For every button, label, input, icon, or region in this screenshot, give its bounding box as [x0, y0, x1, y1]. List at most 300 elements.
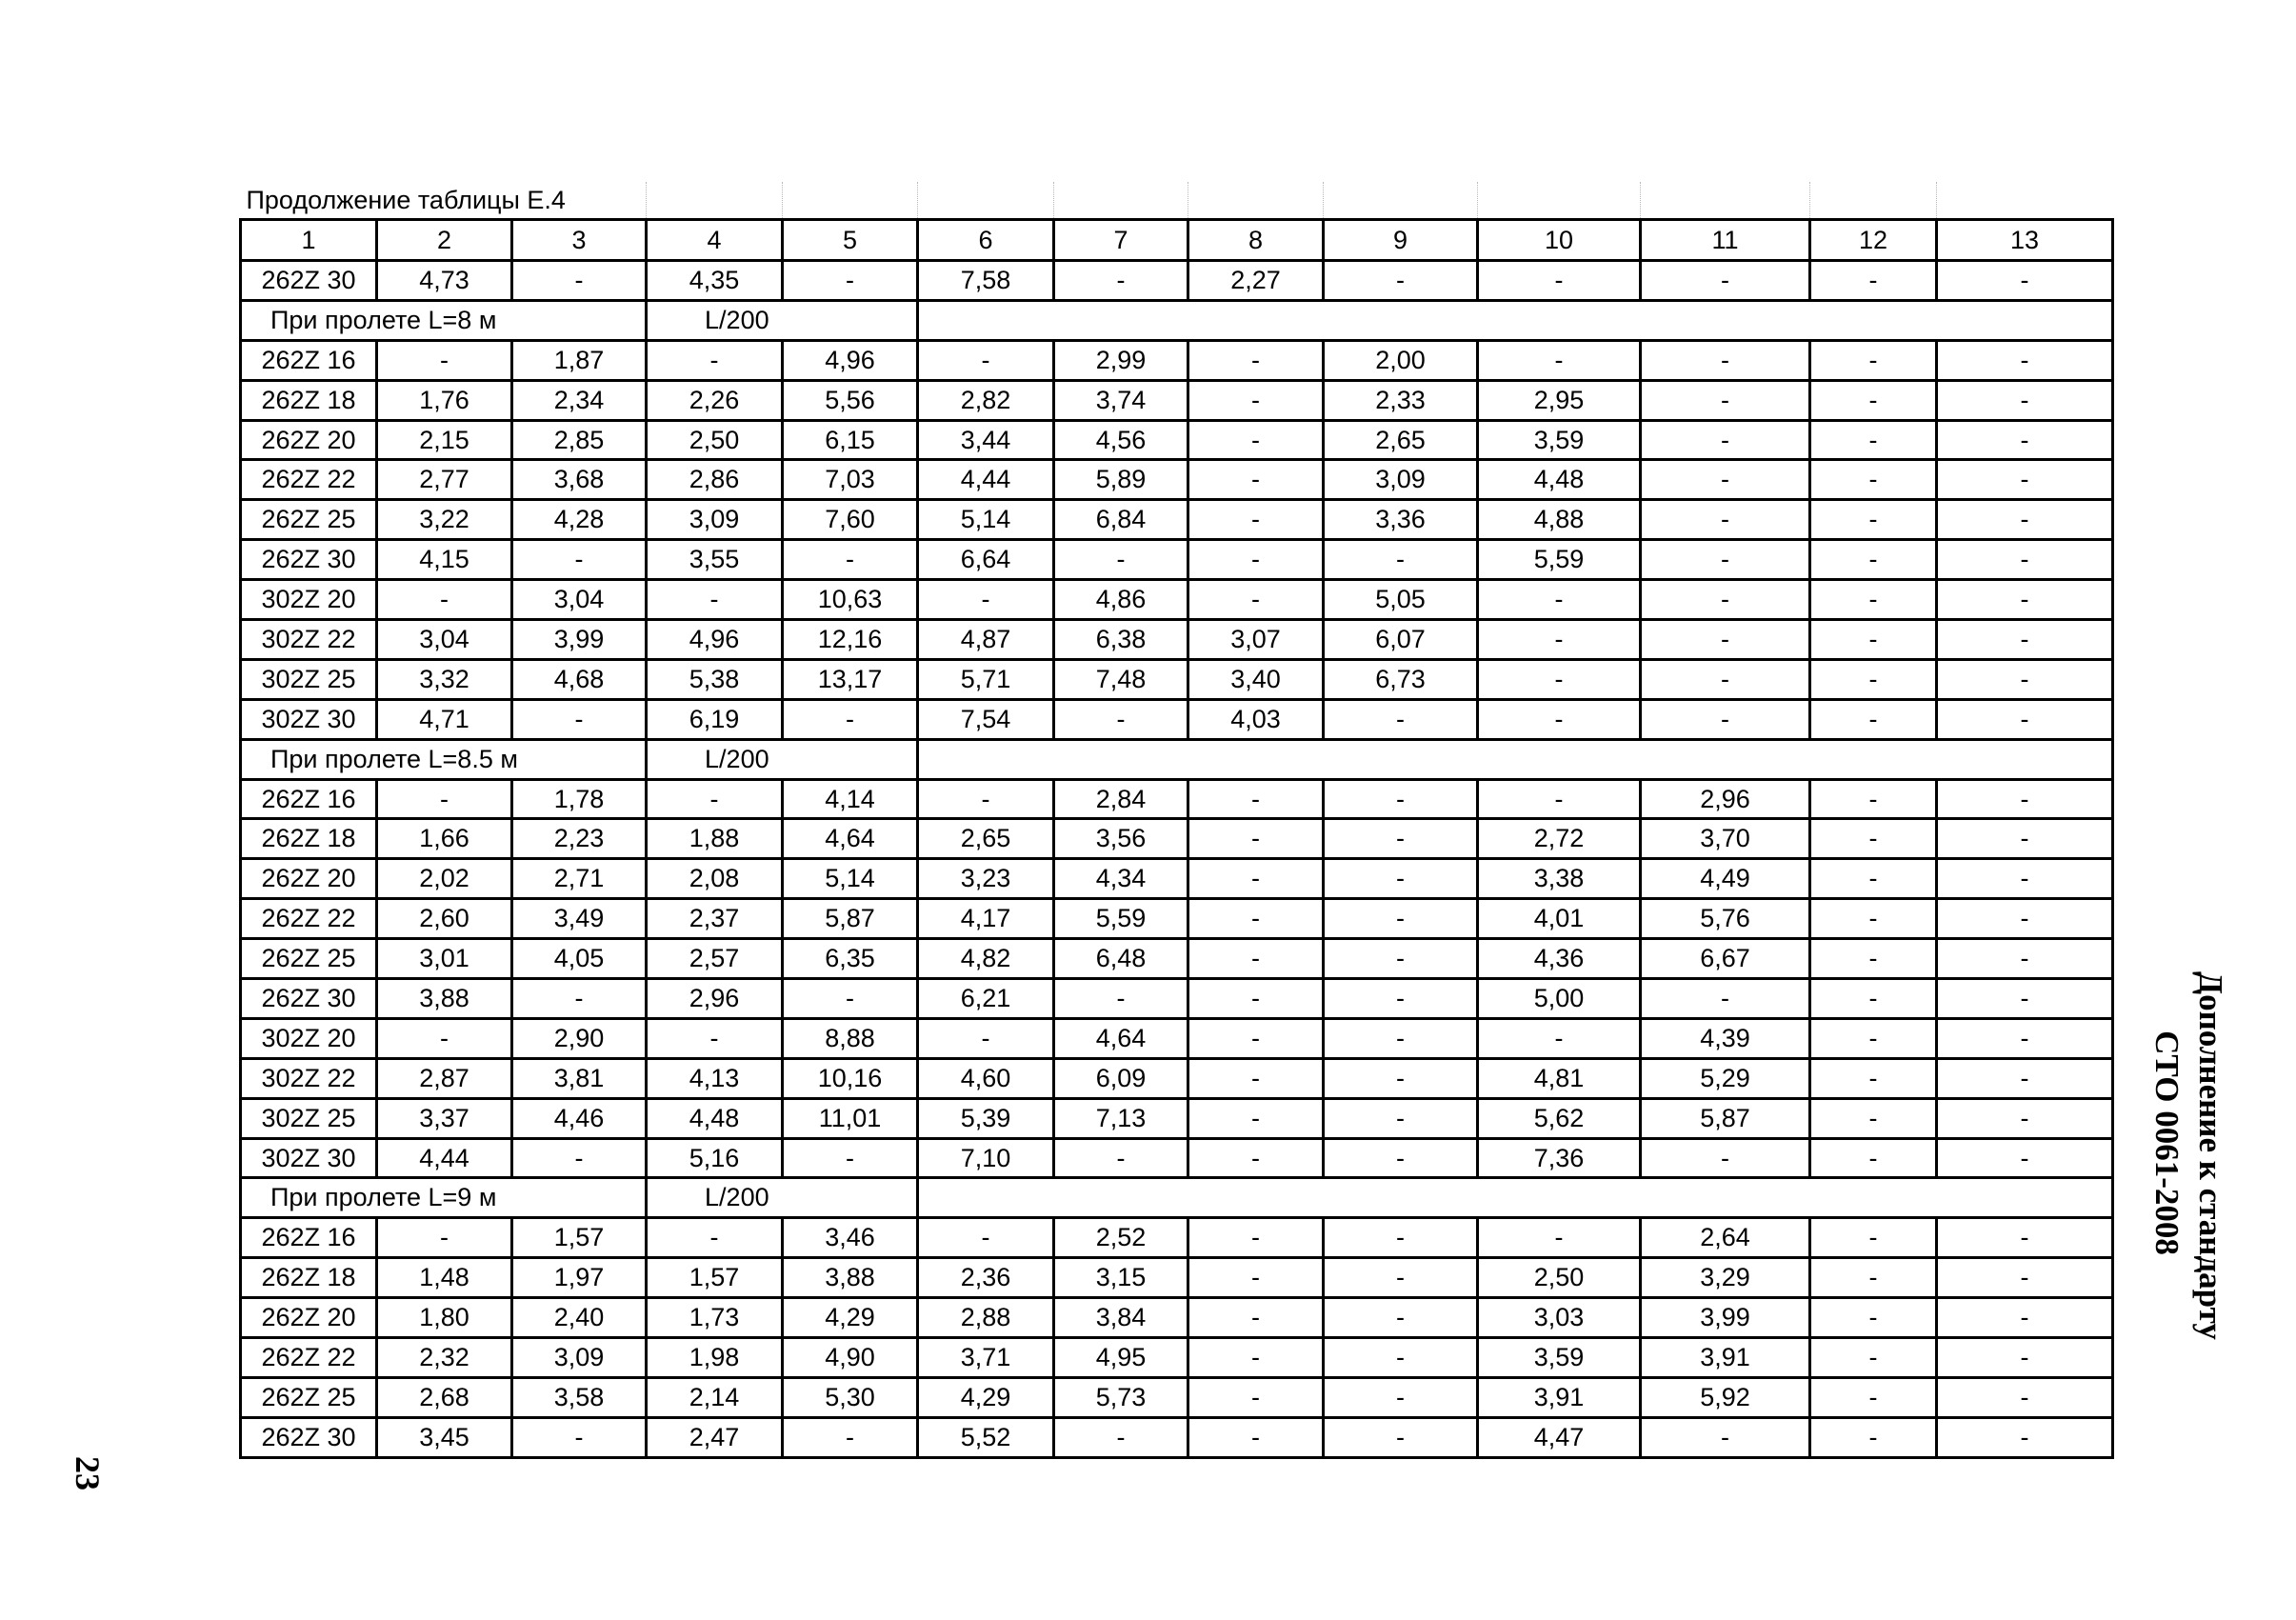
span-section-row [241, 1178, 2113, 1218]
value-cell: - [1810, 1058, 1937, 1098]
value-cell: 2,50 [1478, 1258, 1641, 1298]
section-blank-cell [918, 1178, 2113, 1218]
value-cell: 3,99 [1641, 1298, 1810, 1338]
value-cell: - [1188, 1417, 1324, 1457]
profile-cell: 262Z 20 [241, 859, 377, 899]
value-cell: 3,58 [512, 1377, 647, 1417]
table-row [241, 659, 2113, 699]
value-cell: 3,84 [1054, 1298, 1188, 1338]
value-cell: - [1324, 699, 1478, 739]
value-cell: 3,01 [377, 939, 512, 979]
value-cell: - [1324, 540, 1478, 580]
value-cell: 5,30 [783, 1377, 918, 1417]
value-cell: - [377, 340, 512, 380]
value-cell: 2,65 [918, 819, 1054, 859]
value-cell: - [512, 699, 647, 739]
value-cell: 2,08 [647, 859, 783, 899]
value-cell: 2,34 [512, 380, 647, 420]
value-cell: - [377, 1218, 512, 1258]
value-cell: 4,44 [918, 460, 1054, 500]
value-cell: 7,54 [918, 699, 1054, 739]
value-cell: 3,55 [647, 540, 783, 580]
value-cell: - [1324, 779, 1478, 819]
value-cell: - [1188, 1298, 1324, 1338]
value-cell: 10,63 [783, 580, 918, 620]
value-cell: - [1937, 1258, 2113, 1298]
value-cell: 3,81 [512, 1058, 647, 1098]
profile-cell: 262Z 25 [241, 939, 377, 979]
value-cell: - [1641, 699, 1810, 739]
value-cell: 12,16 [783, 620, 918, 660]
value-cell: 3,29 [1641, 1258, 1810, 1298]
profile-cell: 302Z 22 [241, 1058, 377, 1098]
value-cell: 3,23 [918, 859, 1054, 899]
profile-cell: 302Z 25 [241, 659, 377, 699]
value-cell: - [1937, 580, 2113, 620]
table-row [241, 1338, 2113, 1378]
value-cell: 3,91 [1478, 1377, 1641, 1417]
value-cell: 3,07 [1188, 620, 1324, 660]
span-section-row [241, 300, 2113, 340]
section-blank-cell [918, 739, 2113, 779]
value-cell: - [1324, 979, 1478, 1019]
value-cell: - [1188, 899, 1324, 939]
value-cell: 4,03 [1188, 699, 1324, 739]
data-table [239, 182, 2114, 1459]
value-cell: 6,64 [918, 540, 1054, 580]
column-number-cell: 8 [1188, 220, 1324, 261]
value-cell: - [783, 1138, 918, 1178]
value-cell: 2,23 [512, 819, 647, 859]
table-row [241, 620, 2113, 660]
value-cell: 7,03 [783, 460, 918, 500]
value-cell: - [1810, 380, 1937, 420]
value-cell: 2,32 [377, 1338, 512, 1378]
profile-cell: 262Z 18 [241, 380, 377, 420]
value-cell: - [1937, 500, 2113, 540]
value-cell: 2,33 [1324, 380, 1478, 420]
value-cell: - [1641, 659, 1810, 699]
value-cell: - [1188, 540, 1324, 580]
value-cell: - [1810, 540, 1937, 580]
value-cell: - [1937, 261, 2113, 301]
value-cell: 7,36 [1478, 1138, 1641, 1178]
value-cell: 4,60 [918, 1058, 1054, 1098]
value-cell: - [512, 540, 647, 580]
table-caption: Продолжение таблицы Е.4 [241, 182, 647, 220]
caption-blank-cell [1478, 182, 1641, 220]
value-cell: 1,88 [647, 819, 783, 859]
value-cell: 5,00 [1478, 979, 1641, 1019]
value-cell: - [1937, 1338, 2113, 1378]
value-cell: 1,97 [512, 1258, 647, 1298]
value-cell: 4,95 [1054, 1338, 1188, 1378]
value-cell: - [1324, 1377, 1478, 1417]
value-cell: - [1641, 420, 1810, 460]
profile-cell: 262Z 25 [241, 1377, 377, 1417]
value-cell: 3,04 [377, 620, 512, 660]
document-reference-line-2: СТО 0061-2008 [2148, 1030, 2186, 1255]
value-cell: - [1641, 261, 1810, 301]
value-cell: - [918, 1218, 1054, 1258]
value-cell: - [1324, 1138, 1478, 1178]
value-cell: - [1188, 580, 1324, 620]
value-cell: 2,77 [377, 460, 512, 500]
value-cell: - [1810, 1018, 1937, 1058]
value-cell: 5,87 [783, 899, 918, 939]
table-row [241, 1377, 2113, 1417]
value-cell: 4,15 [377, 540, 512, 580]
value-cell: - [1641, 340, 1810, 380]
value-cell: 6,38 [1054, 620, 1188, 660]
value-cell: - [1810, 1098, 1937, 1138]
value-cell: 5,52 [918, 1417, 1054, 1457]
value-cell: - [1937, 699, 2113, 739]
value-cell: 3,40 [1188, 659, 1324, 699]
value-cell: - [1810, 1417, 1937, 1457]
value-cell: 4,90 [783, 1338, 918, 1378]
value-cell: - [1937, 1018, 2113, 1058]
value-cell: 4,86 [1054, 580, 1188, 620]
value-cell: 4,64 [1054, 1018, 1188, 1058]
profile-cell: 262Z 30 [241, 540, 377, 580]
value-cell: - [1810, 620, 1937, 660]
value-cell: 6,67 [1641, 939, 1810, 979]
caption-blank-cell [1054, 182, 1188, 220]
value-cell: 4,56 [1054, 420, 1188, 460]
value-cell: 3,46 [783, 1218, 918, 1258]
value-cell: - [1810, 939, 1937, 979]
value-cell: - [918, 340, 1054, 380]
table-row [241, 380, 2113, 420]
value-cell: - [1810, 819, 1937, 859]
value-cell: 4,87 [918, 620, 1054, 660]
value-cell: 4,96 [647, 620, 783, 660]
value-cell: 4,48 [647, 1098, 783, 1138]
value-cell: 2,02 [377, 859, 512, 899]
value-cell: - [1188, 340, 1324, 380]
span-label: При пролете L=8 м [241, 300, 647, 340]
value-cell: - [1188, 1218, 1324, 1258]
value-cell: - [1188, 460, 1324, 500]
value-cell: - [1641, 1138, 1810, 1178]
value-cell: - [1937, 340, 2113, 380]
caption-blank-cell [1188, 182, 1324, 220]
section-blank-cell [918, 300, 2113, 340]
value-cell: - [1810, 500, 1937, 540]
value-cell: - [1478, 620, 1641, 660]
profile-cell: 302Z 20 [241, 1018, 377, 1058]
value-cell: 2,14 [647, 1377, 783, 1417]
value-cell: 3,04 [512, 580, 647, 620]
value-cell: - [783, 699, 918, 739]
value-cell: 13,17 [783, 659, 918, 699]
value-cell: 7,10 [918, 1138, 1054, 1178]
table-row [241, 859, 2113, 899]
value-cell: 2,52 [1054, 1218, 1188, 1258]
value-cell: 4,71 [377, 699, 512, 739]
value-cell: 4,68 [512, 659, 647, 699]
table-row [241, 819, 2113, 859]
value-cell: - [1188, 1098, 1324, 1138]
value-cell: 1,87 [512, 340, 647, 380]
value-cell: - [1937, 1377, 2113, 1417]
value-cell: - [1324, 819, 1478, 859]
table-row [241, 699, 2113, 739]
value-cell: 2,64 [1641, 1218, 1810, 1258]
table-row [241, 540, 2113, 580]
value-cell: 3,88 [377, 979, 512, 1019]
table-row [241, 939, 2113, 979]
value-cell: 2,26 [647, 380, 783, 420]
column-number-cell: 10 [1478, 220, 1641, 261]
value-cell: 2,27 [1188, 261, 1324, 301]
value-cell: - [1810, 580, 1937, 620]
value-cell: 2,90 [512, 1018, 647, 1058]
value-cell: - [1188, 819, 1324, 859]
value-cell: - [1324, 1338, 1478, 1378]
value-cell: - [1641, 979, 1810, 1019]
value-cell: - [1937, 979, 2113, 1019]
profile-cell: 262Z 30 [241, 1417, 377, 1457]
value-cell: - [647, 1018, 783, 1058]
value-cell: - [647, 779, 783, 819]
column-number-cell: 13 [1937, 220, 2113, 261]
value-cell: - [1324, 1218, 1478, 1258]
value-cell: 7,58 [918, 261, 1054, 301]
value-cell: - [1810, 979, 1937, 1019]
value-cell: 5,14 [918, 500, 1054, 540]
value-cell: - [1188, 939, 1324, 979]
value-cell: 6,73 [1324, 659, 1478, 699]
value-cell: - [647, 580, 783, 620]
column-number-cell: 12 [1810, 220, 1937, 261]
value-cell: 3,88 [783, 1258, 918, 1298]
table-caption-row [241, 182, 2113, 220]
value-cell: 2,96 [647, 979, 783, 1019]
value-cell: 6,19 [647, 699, 783, 739]
caption-blank-cell [918, 182, 1054, 220]
value-cell: 2,47 [647, 1417, 783, 1457]
value-cell: 10,16 [783, 1058, 918, 1098]
value-cell: 2,60 [377, 899, 512, 939]
profile-cell: 262Z 22 [241, 1338, 377, 1378]
value-cell: 2,82 [918, 380, 1054, 420]
value-cell: - [1937, 819, 2113, 859]
value-cell: - [1937, 620, 2113, 660]
value-cell: - [1188, 1258, 1324, 1298]
value-cell: - [1937, 1218, 2113, 1258]
value-cell: 3,59 [1478, 420, 1641, 460]
value-cell: 1,73 [647, 1298, 783, 1338]
value-cell: - [512, 261, 647, 301]
value-cell: - [783, 1417, 918, 1457]
value-cell: - [918, 779, 1054, 819]
value-cell: - [1937, 939, 2113, 979]
value-cell: 5,73 [1054, 1377, 1188, 1417]
deflection-ratio: L/200 [647, 300, 918, 340]
value-cell: - [1810, 1338, 1937, 1378]
table-row [241, 580, 2113, 620]
value-cell: - [1810, 699, 1937, 739]
value-cell: 5,87 [1641, 1098, 1810, 1138]
value-cell: 2,95 [1478, 380, 1641, 420]
value-cell: 1,66 [377, 819, 512, 859]
table-row [241, 1298, 2113, 1338]
value-cell: - [1054, 979, 1188, 1019]
value-cell: 3,09 [647, 500, 783, 540]
value-cell: - [1810, 859, 1937, 899]
value-cell: - [1188, 500, 1324, 540]
value-cell: - [1937, 1417, 2113, 1457]
value-cell: - [1188, 1058, 1324, 1098]
value-cell: - [1937, 540, 2113, 580]
value-cell: - [1937, 659, 2113, 699]
value-cell: - [1478, 1018, 1641, 1058]
value-cell: 5,39 [918, 1098, 1054, 1138]
value-cell: 2,99 [1054, 340, 1188, 380]
value-cell: - [512, 979, 647, 1019]
table-body [241, 182, 2113, 1457]
column-number-cell: 4 [647, 220, 783, 261]
value-cell: 3,15 [1054, 1258, 1188, 1298]
value-cell: - [783, 261, 918, 301]
profile-cell: 262Z 18 [241, 819, 377, 859]
table-row [241, 500, 2113, 540]
value-cell: - [1324, 1417, 1478, 1457]
table-row [241, 1058, 2113, 1098]
value-cell: 5,89 [1054, 460, 1188, 500]
value-cell: 3,91 [1641, 1338, 1810, 1378]
value-cell: 4,05 [512, 939, 647, 979]
value-cell: - [1937, 899, 2113, 939]
profile-cell: 262Z 18 [241, 1258, 377, 1298]
value-cell: 4,34 [1054, 859, 1188, 899]
value-cell: - [1324, 1058, 1478, 1098]
value-cell: 5,92 [1641, 1377, 1810, 1417]
value-cell: 4,35 [647, 261, 783, 301]
value-cell: - [1810, 1218, 1937, 1258]
caption-blank-cell [1937, 182, 2113, 220]
value-cell: - [1810, 420, 1937, 460]
value-cell: 1,80 [377, 1298, 512, 1338]
column-number-cell: 11 [1641, 220, 1810, 261]
value-cell: - [1810, 460, 1937, 500]
value-cell: 4,44 [377, 1138, 512, 1178]
value-cell: 3,09 [1324, 460, 1478, 500]
value-cell: - [1937, 1138, 2113, 1178]
value-cell: - [1641, 500, 1810, 540]
table-row [241, 979, 2113, 1019]
value-cell: 3,22 [377, 500, 512, 540]
value-cell: 5,71 [918, 659, 1054, 699]
value-cell: 4,29 [783, 1298, 918, 1338]
value-cell: - [1641, 580, 1810, 620]
profile-cell: 262Z 20 [241, 1298, 377, 1338]
value-cell: 5,62 [1478, 1098, 1641, 1138]
value-cell: - [1478, 261, 1641, 301]
value-cell: - [1324, 1298, 1478, 1338]
value-cell: 7,48 [1054, 659, 1188, 699]
value-cell: 2,57 [647, 939, 783, 979]
profile-cell: 302Z 25 [241, 1098, 377, 1138]
value-cell: - [1641, 620, 1810, 660]
value-cell: 6,09 [1054, 1058, 1188, 1098]
value-cell: 3,68 [512, 460, 647, 500]
profile-cell: 302Z 20 [241, 580, 377, 620]
value-cell: - [1478, 779, 1641, 819]
table-row [241, 1098, 2113, 1138]
value-cell: - [783, 979, 918, 1019]
value-cell: 6,84 [1054, 500, 1188, 540]
span-label: При пролете L=9 м [241, 1178, 647, 1218]
value-cell: 4,29 [918, 1377, 1054, 1417]
value-cell: - [1810, 899, 1937, 939]
value-cell: 3,45 [377, 1417, 512, 1457]
column-number-cell: 6 [918, 220, 1054, 261]
value-cell: 4,13 [647, 1058, 783, 1098]
value-cell: 2,87 [377, 1058, 512, 1098]
value-cell: 1,78 [512, 779, 647, 819]
profile-cell: 262Z 22 [241, 899, 377, 939]
value-cell: 2,65 [1324, 420, 1478, 460]
value-cell: 2,85 [512, 420, 647, 460]
value-cell: - [512, 1138, 647, 1178]
profile-cell: 262Z 20 [241, 420, 377, 460]
value-cell: 1,98 [647, 1338, 783, 1378]
value-cell: - [1641, 460, 1810, 500]
table-row [241, 1417, 2113, 1457]
value-cell: - [1188, 1377, 1324, 1417]
profile-cell: 262Z 25 [241, 500, 377, 540]
caption-blank-cell [1810, 182, 1937, 220]
value-cell: - [1810, 659, 1937, 699]
value-cell: 3,49 [512, 899, 647, 939]
value-cell: - [1188, 1018, 1324, 1058]
value-cell: 1,57 [512, 1218, 647, 1258]
value-cell: - [918, 1018, 1054, 1058]
value-cell: 4,64 [783, 819, 918, 859]
column-number-row [241, 220, 2113, 261]
value-cell: 2,50 [647, 420, 783, 460]
value-cell: - [647, 1218, 783, 1258]
value-cell: 5,59 [1054, 899, 1188, 939]
profile-cell: 262Z 16 [241, 779, 377, 819]
value-cell: - [1937, 1098, 2113, 1138]
value-cell: - [1810, 340, 1937, 380]
value-cell: 6,07 [1324, 620, 1478, 660]
value-cell: 2,40 [512, 1298, 647, 1338]
column-number-cell: 5 [783, 220, 918, 261]
value-cell: - [1937, 460, 2113, 500]
value-cell: - [1324, 1258, 1478, 1298]
value-cell: 6,48 [1054, 939, 1188, 979]
profile-cell: 302Z 30 [241, 699, 377, 739]
value-cell: - [1810, 1298, 1937, 1338]
value-cell: - [1324, 1018, 1478, 1058]
profile-cell: 302Z 30 [241, 1138, 377, 1178]
value-cell: 1,76 [377, 380, 512, 420]
value-cell: - [647, 340, 783, 380]
value-cell: 2,37 [647, 899, 783, 939]
value-cell: - [1188, 420, 1324, 460]
value-cell: 4,36 [1478, 939, 1641, 979]
value-cell: - [1937, 420, 2113, 460]
caption-blank-cell [783, 182, 918, 220]
value-cell: 2,71 [512, 859, 647, 899]
value-cell: 2,88 [918, 1298, 1054, 1338]
value-cell: 5,16 [647, 1138, 783, 1178]
